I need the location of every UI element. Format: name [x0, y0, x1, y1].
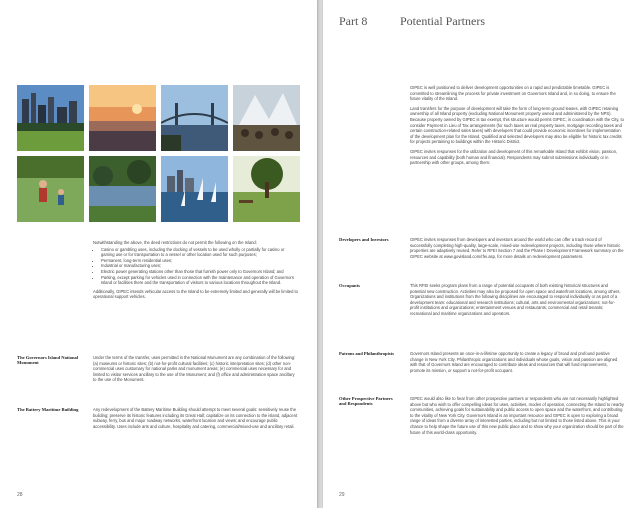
restriction-item: • Industrial or manufacturing uses;	[101, 263, 298, 269]
other-partners-text: GIPEC would also like to hear from other prospective partners or respondents who are not necessarily highlighted above but who wish to offer compelling ideas for uses, activities, modes of operation, connecting the Island to nearby communities, achieving goals for sustainability and public access to open space and the waterfront, and contributing to the vitality of New York City. Governors Island is an important resource and GIPEC is open to exploring a broad range of ideas from a diverse array of interested parties, including but not limited to those listed above. This is your chance to help shape the future use of this new public place and to show why your organization should be part of the future of this world-class opportunity.	[410, 396, 624, 435]
intro-paragraph: GIPEC invites responses for the utilization and development of this remarkable Island that exhibit vision, passion, resources and capability (both human and financial). Respondents may submit submissions individually or in partnership with other groups, among them:	[410, 148, 618, 166]
occupants-label: Occupants	[339, 283, 360, 288]
developers-investors-label: Developers and Investors	[339, 237, 389, 242]
concert-crowd-tent-photo	[233, 85, 300, 151]
restriction-item: • Casino or gambling uses, including the docking of vessels to be used wholly or partially for casino or gaming use or for transportation to a vessel or other location used for such purposes;	[101, 247, 298, 258]
bridge-over-water-photo	[161, 85, 228, 151]
intro-paragraph: Land transfers for the purpose of development will take the form of long-term ground leases, with GIPEC retaining ownership of all Island property (excluding National Monument property owned and administered by the NPS). Because property owned by GIPEC is tax exempt, this structure would permit GIPEC, in coordination with the City, to consider Payment in Lieu of Tax arrangements (for such taxes as real property taxes, mortgage recording taxes and certain construction-related sales taxes) with developers that could provide economic incentives for implementation of the development plan for the Island. Qualified and selected developers may also be eligible for historic tax credits for projects pertaining to buildings within the Historic District.	[410, 105, 624, 145]
occupants-text: This RFEI seeks program plans from a range of potential occupants of both existing historical structures and potential new construction. Activities may also be proposed for open space and waterfront locations, among others. Organizations and institutions from the following disciplines are encouraged to respond individually or as part of a development team: educational and research institutions; cultural, arts and environmental organizations; not-for-profit institutions and organizations; entertainment venues and restaurants; commercial and retail tenants; recreational and maritime organizations and operators.	[410, 283, 621, 316]
intro-text-block	[410, 85, 624, 170]
park-tree-bench-photo	[233, 156, 300, 222]
right-page	[323, 0, 640, 508]
left-page	[0, 0, 317, 508]
city-skyline-park-photo	[17, 85, 84, 151]
national-monument-text: Under the terms of the transfer, uses permitted in the National Monument are any combination of the following: (a) museums or historic sites; (b) not-for-profit cultural facilities; (c) historic interpretation sites; (d) other non-commercial uses customary for national parks and monument areas; (e) commercial uses necessary for and limited to visitor services ancillary to the use of the Monument; and (f) office and administration space ancillary to the use of the Monument.	[93, 355, 296, 383]
national-monument-label: The Governors Island National Monument	[17, 355, 79, 366]
page-title: Potential Partners	[400, 14, 485, 28]
page-number-right: 29	[339, 492, 345, 498]
restriction-item: • Permanent, long-term residential uses;	[101, 258, 298, 264]
deed-restrictions-block	[93, 240, 298, 304]
restrictions-list	[93, 247, 298, 286]
pond-garden-photo	[89, 156, 156, 222]
deed-restrictions-intro: Notwithstanding the above, the deed restrictions do not permit the following on the Island:	[93, 240, 257, 245]
sailboats-harbor-photo	[161, 156, 228, 222]
children-playing-lawn-photo	[17, 156, 84, 222]
page-number-left: 28	[17, 492, 23, 498]
vehicular-access-paragraph: Additionally, GIPEC intends vehicular access to the Island to be extremely limited and generally will be limited to operational support vehicles.	[93, 288, 298, 300]
patrons-label: Patrons and Philanthropists	[339, 351, 394, 356]
part-number: Part 8	[339, 14, 368, 28]
restriction-item: • Electric power generating stations other than those that furnish power only to Governors Island; and	[101, 269, 298, 275]
battery-maritime-text: Any redevelopment of the Battery Maritime Building should attempt to meet several goals: sensitively reuse the building; preserve its historic features including its Great Hall; capitalize on its connection to the island, adjacent subway, ferry, bus and major roadway networks, waterfront location and views; and encourage public accessibility. Uses include arts and culture, hospitality and catering, commercial/mixed-use and ancillary retail.	[93, 407, 298, 429]
photo-grid	[17, 85, 302, 227]
restriction-item: • Parking, except parking for vehicles used in connection with the maintenance and operation of Governors Island or facilities there and the transportation of visitors to various locations throughout the Island.	[101, 275, 298, 286]
battery-maritime-label: The Battery Maritime Building	[17, 407, 79, 412]
sunset-waterfront-crowd-photo	[89, 85, 156, 151]
developers-investors-text: GIPEC invites responses from developers and investors around the world who can offer a track record of successfully completing high-quality, large-scale, mixed-use redevelopment projects, including those where historic properties are adaptively reused. Refer to RFEI Section 7 and the Phase I Development Framework summary on the GIPEC website at www.govisland.com/rfei.asp, for more details on redevelopment parameters.	[410, 237, 624, 259]
intro-paragraph: GIPEC is well positioned to deliver development opportunities on a rapid and predictable timetable. GIPEC is committed to streamlining the process for private investment on Governors Island and, in so doing, to ensure the future vitality of the Island.	[410, 85, 616, 102]
patrons-text: Governors Island presents an once-in-a-lifetime opportunity to create a legacy of broad and profound positive change in New York City. Philanthropic organizations and individuals whose goals, vision and passion are aligned with that of Governors Island are encouraged to contribute ideas and resources that will fund improvements, promote its mission, or support a not-for-profit occupant.	[410, 351, 618, 373]
other-partners-label: Other Prospective Partners and Respondents	[339, 396, 393, 407]
